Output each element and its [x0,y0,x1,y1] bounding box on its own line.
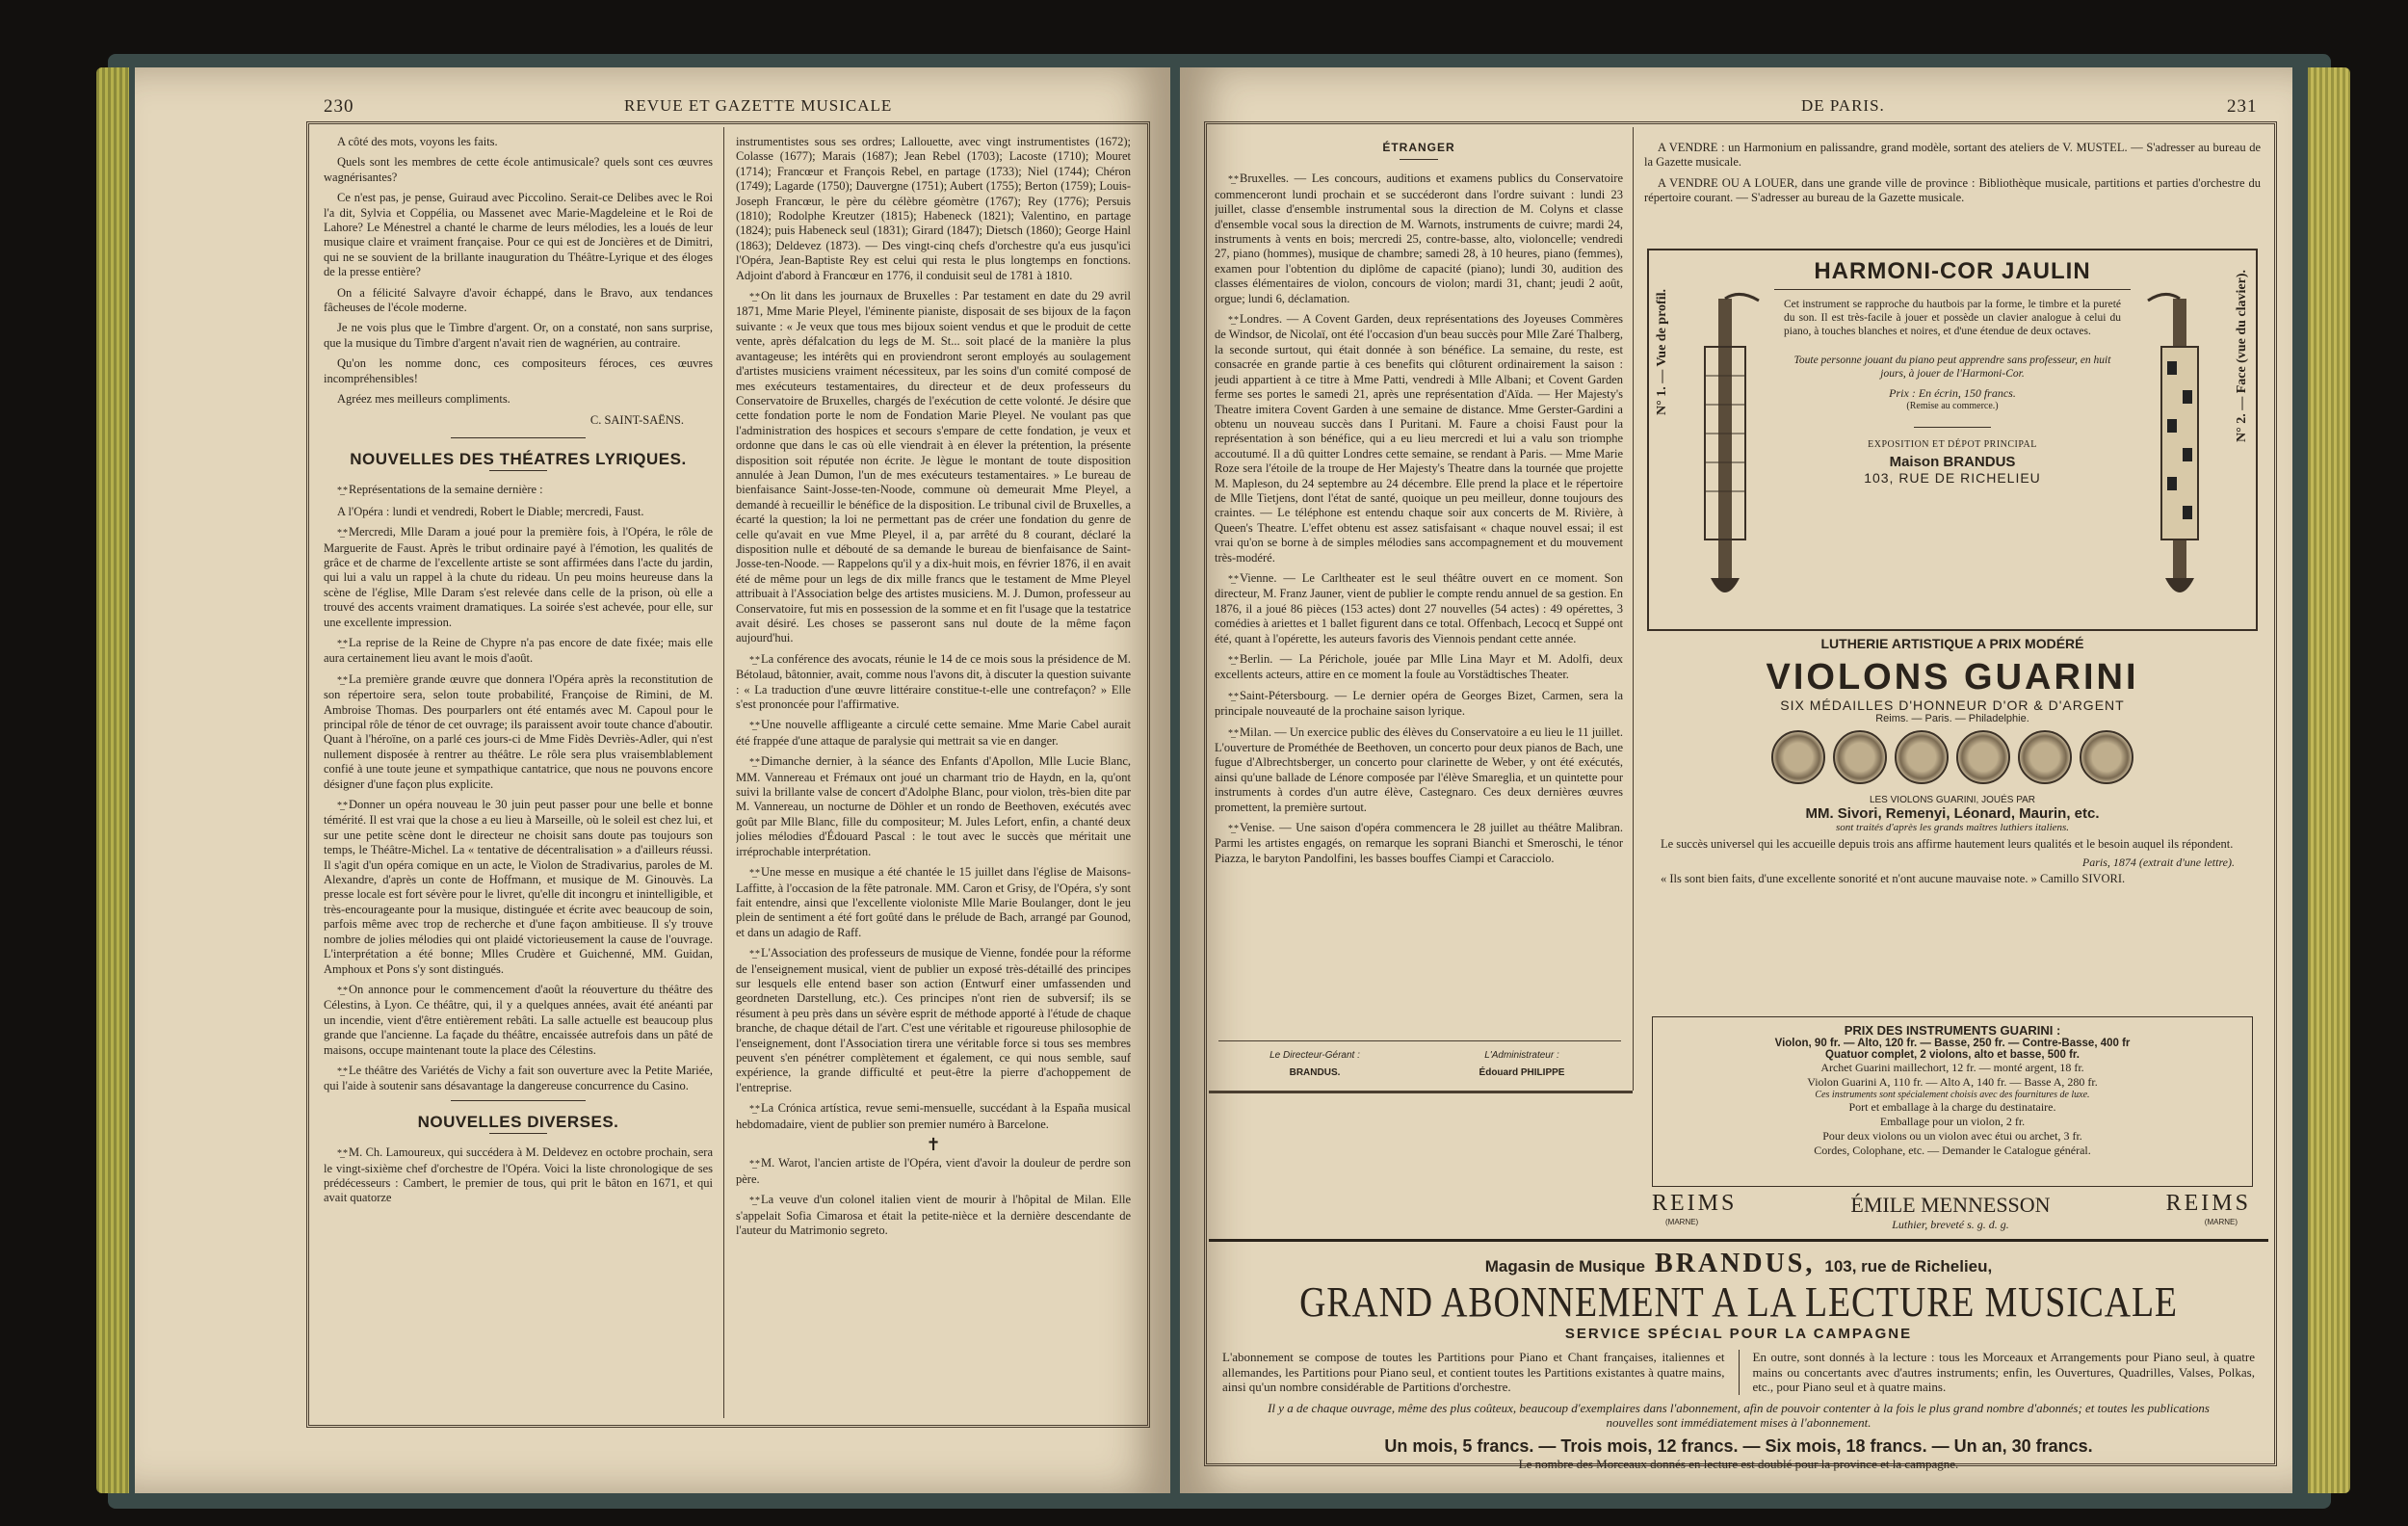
section-heading: ÉTRANGER [1382,141,1455,154]
running-head-right: DE PARIS. [1801,96,1885,115]
news-item: *_* Vienne. — Le Carltheater est le seul théâtre ouvert en ce moment. Son directeur, M. Franz Jauner, vient de publier le compte rendu annuel de sa gestion. En 1876, il a joué 86 pièces (153 actes) dont 27 nouvelles (54 actes) : 49 opérettes, 3 comédies à ariettes et 1 ballet figurent dans ce total. Offenbach, Lecocq et Suppé ont été, quant à l'opérette, les auteurs favoris des Viennois pendant cette année. [1215,570,1623,645]
abonnement-prices: Un mois, 5 francs. — Trois mois, 12 francs. — Six mois, 18 francs. — Un an, 30 francs. [1384,1435,2093,1456]
prix-line: Emballage pour un violon, 2 fr. [1879,1115,2026,1128]
open-book [116,67,2312,1493]
text-paragraph: Quels sont les membres de cette école antimusicale? quels sont ces œuvres wagnérisantes? [324,155,713,184]
harmoni-remise: (Remise au commerce.) [1906,401,1999,411]
medal-icon [1956,730,2010,784]
medal-icon [2080,730,2133,784]
director-label: Le Directeur-Gérant : [1269,1050,1360,1061]
bottom-ad-rule [1209,1091,1633,1093]
news-item: *_* Milan. — Un exercice public des élèves du Conservatoire a eu lieu le 11 juillet. L'ouverture de Prométhée de Beethoven, un concerto pour deux pianos de Bach, une fugue d'Albrechtsberger, un concerto pour clarinette de Weber, y ont été exécutés, ainsi qu'une ballade de Lénore composée par l'élève Smareglia, et un quintette pour instruments à cordes d'un autre élève, Castegnaro. Ces deux dernières œuvres promettent, la première surtout. [1215,724,1623,814]
news-item: *_* Une nouvelle affligeante a circulé cette semaine. Mme Marie Cabel aurait été frappée d'une attaque de paralysie qui mettrait sa vie en danger. [736,718,1131,748]
traites-line: sont traités d'après les grands maîtres luthiers italiens. [1835,822,2070,833]
harmoni-note: Toute personne jouant du piano peut apprendre sans professeur, en huit jours, à jouer de l'Harmoni-Cor. [1793,355,2111,380]
mennesson-ad [1652,1191,2251,1235]
prix-line: Cordes, Colophane, etc. — Demander le Catalogue général. [1814,1144,2091,1157]
text-paragraph: Je ne vois plus que le Timbre d'argent. Or, on a constaté, non sans surprise, que la musique du Timbre d'argent n'avait rien de wagnérien, au contraire. [324,321,713,350]
bottom-ad-top-rule [1209,1239,2268,1242]
news-item: *_* Berlin. — La Périchole, jouée par Mlle Lina Mayr et M. Adolfi, deux excellents acteurs, attire en ce moment la foule au Vorstädtisches Theater. [1215,652,1623,682]
news-item: *_* Londres. — A Covent Garden, deux représentations des Joyeuses Commères de Windsor, de Nicolaï, ont été l'occasion d'un beau succès pour Mlle Zaré Thalberg, la seconde surtout, qui était donnée à son bénéfice. La semaine, du reste, est consacrée en grande partie à ces benefits qui clôturent ordinairement la saison : jeudi appartient à ce titre à Mme Patti, vendredi à Mlle Albani; et Covent Garden ferme ses portes le samedi 21, après une représentation d'Aïda. — Her Majesty's Theatre imitera Covent Garden à une semaine de distance. Mme Gerster-Gardini a obtenu un nouveau succès dans I Puritani. M. Faure a choisi Faust pour la représentation à son bénéfice, qui a eu lieu mercredi et lui a valu son triomphe accoutumé. Il a dû quitter Londres cette semaine, se rendant à Paris. — Mme Marie Roze sera l'étoile de la troupe de Her Majesty's Theatre dans la tournée que projette M. Mapleson, du 24 septembre au 24 décembre. Elle prend la place et le répertoire de Mlle Tietjens, dont l'état de santé, quoique un peu meilleur, donne toujours des craintes. — Le téléphone est entendu chaque soir aux concerts de M. Rivière, à Queen's Theatre. L'effet obtenu est assez satisfaisant « chaque nouvel essai; il est vrai qu'on se borne à de simples mélodies sans accompagnement et du mouvement très-modéré. [1215,312,1623,565]
section-heading: NOUVELLES DIVERSES. [417,1112,619,1131]
news-item: *_* La conférence des avocats, réunie le 14 de ce mois sous la présidence de M. Bétolaud, bâtonnier, avait, comme nous l'avons dit, à discuter la question suivante : « La traduction d'une œuvre littéraire constitue-t-elle une contrefaçon? » Elle s'est prononcée pour l'affirmative. [736,651,1131,712]
news-item: *_* Saint-Pétersbourg. — Le dernier opéra de Georges Bizet, Carmen, sera la principale nouveauté de la prochaine saison lyrique. [1215,688,1623,719]
column-divider [723,127,724,1418]
news-item: *_* On annonce pour le commencement d'août la réouverture du théâtre des Célestins, à Lyon. Ce théâtre, qui, il y a quelques années, avait été anéanti par un incendie, vient d'être entièrement rebâti. La salle actuelle est beaucoup plus grande que l'ancienne. La façade du théâtre, encaissée autrefois dans un pâté de maisons, occupe maintenant toute la place des Célestins. [324,982,713,1057]
vertical-caption-left: N° 1. — Vue de profil. [1655,289,1669,415]
violons-guarini-title: VIOLONS GUARINI [1766,657,2139,697]
prix-line: Violon Guarini A, 110 fr. — Alto A, 140 fr. — Basse A, 280 fr. [1807,1075,2098,1089]
prix-line: Ces instruments sont spécialement choisis avec des fournitures de luxe. [1815,1090,2090,1100]
news-item: *_* Une messe en musique a été chantée le 15 juillet dans l'église de Maisons-Laffitte, à l'occasion de la fête patronale. MM. Caron et Grisy, de l'Opéra, s'y sont fait entendre, ainsi que l'excellente violoniste Mlle Marie Boulanger, dont le jeu plein de sentiment a été fort goûté dans le prélude de Bach, arrangé par Gounod, et dans un adagio de Raff. [736,865,1131,939]
mennesson-name: ÉMILE MENNESSON [1850,1193,2051,1217]
prix-line: Pour deux violons ou un violon avec étui ou archet, 3 fr. [1822,1129,2082,1143]
news-item: *_* Dimanche dernier, à la séance des Enfants d'Apollon, Mlle Lucie Blanc, MM. Vannereau et Frémaux ont joué un charmant trio de Haydn, en la, qu'ont suivi la brillante valse de concert d'Adolphe Blanc, pour violon, très-bien dite par M. Vannereau, un nocturne de Döhler et un rondo de Beethoven, exécutés avec goût par Mlle Blanc, fille du compositeur; M. Jules Lefort, enfin, a chanté deux jolies mélodies d'Édouard Pascal : le tout avec le succès que méritait une irréprochable interprétation. [736,754,1131,858]
news-item: *_* La première grande œuvre que donnera l'Opéra après la reconstitution de son répertoire sera, selon toute probabilité, Françoise de Rimini, de M. Ambroise Thomas. Des pourparlers ont été entamés avec M. Capoul pour le principal rôle de ténor de cet ouvrage; ils paraissent avoir toute chance d'aboutir. Quant à l'héroïne, on a parlé ces jours-ci de Mme Fidès Devriès-Adler, qui n'est nullement disposée à rentrer au théâtre. Le rôle sera plus vraisemblablement confié à une toute jeune et sympathique cantatrice, que nous ne pouvons encore désigner d'une façon plus explicite. [324,671,713,791]
right-page [1180,67,2292,1493]
news-item: *_* Venise. — Une saison d'opéra commencera le 28 juillet au théâtre Malibran. Parmi les artistes engagés, on remarque les soprani Bianchi et Smeroschi, le ténor Piazza, le baryton Pandolfini, les basses bouffes Ciampi et Caracciolo. [1215,821,1623,865]
news-item: instrumentistes sous ses ordres; Lallouette, avec vingt instrumentistes (1672); Colasse (1677); Marais (1687); Jean Rebel (1703); Lacoste (1710); Mouret (1714); Francœur et François Rebel, en partage (1733); Niel (1744); Chéron (1749); Lagarde (1750); Dauvergne (1751); Aubert (1755); Berton (1759); Louis-Joseph Francœur, le père du célèbre géomètre (1767); Rey (1776); Persuis (1810); Rodolphe Kreutzer (1815); Habeneck (1821); Valentino, en partage (1824); puis Habeneck seul (1831); Girard (1847); Dietsch (1860); George Hainl (1863); Deldevez (1873). — Des vingt-cinq chefs d'orchestre qu'a eus jusqu'ici l'Opéra, Jean-Baptiste Rey est celui qui resta le plus longtemps en fonctions. Adjoint d'abord à Francœur en 1776, il conduisit seul de 1781 à 1810. [736,135,1131,282]
prix-box [1652,1016,2253,1187]
footer-rule [1218,1040,1621,1041]
left-page [135,67,1170,1493]
medal-icon [2018,730,2072,784]
text-paragraph: A côté des mots, voyons les faits. [337,135,498,148]
signature: C. SAINT-SAËNS. [589,412,684,427]
medailles-line: SIX MÉDAILLES D'HONNEUR D'OR & D'ARGENT [1780,697,2125,713]
page-number-left: 230 [324,96,354,117]
page-number-right: 231 [2227,96,2258,117]
separator-rule [1400,159,1438,160]
separator-rule [489,1133,547,1134]
administrator-name: Édouard PHILIPPE [1479,1067,1565,1078]
prix-line: Violon, 90 fr. — Alto, 120 fr. — Basse, 250 fr. — Contre-Basse, 400 fr [1774,1038,2131,1049]
medal-icon [1895,730,1949,784]
prix-line: Quatuor complet, 2 violons, alto et basse, 500 fr. [1825,1049,2080,1061]
harmoni-cor-ad [1647,249,2258,631]
separator-rule [1914,427,1991,428]
director-name: BRANDUS. [1289,1067,1341,1078]
news-item: *_* M. Ch. Lamoureux, qui succédera à M. Deldevez en octobre prochain, sera le vingt-sixième chef d'orchestre de l'Opéra. Voici la liste chronologique de ses prédécesseurs : Cambert, le premier de tous, qui prit le bâton en 1671, et qui avait quatorze [324,1145,713,1205]
page-edges-left [96,67,129,1493]
etranger-column [1215,141,1623,1013]
harmoni-maison: Maison BRANDUS [1889,454,2016,470]
separator-rule [451,1100,586,1101]
news-item: *_* Donner un opéra nouveau le 30 juin peut passer pour une belle et bonne témérité. Il est vrai que la chose a eu lieu à Marseille, où le soleil est chez lui, et sur une petite scène dont le directeur ne choisit sans doute pas toujours son temps, le Théâtre-Michel. La « tentative de décentralisation » a d'ailleurs réussi. Il s'agit d'un opéra comique en un acte, le Violon de Stradivarius, paroles de M. Alexandre, d'après un conte de Hoffmann, et musique de M. Ginouvès. La presse locale est fort sévère pour le livret, qu'elle dit incongru et inintelligible, et très-encourageante pour la musique, distinguée et écrite avec beaucoup de soin, parfois même avec trop de recherche et d'une façon ambitieuse. Il s'y trouve nombre de jolies mélodies qui ont plaidé victorieusement la cause de l'ouvrage. L'interprétation a été bonne; Mlles Crudère et Guichenné, MM. Guidan, Amphoux et Pons s'y sont distingués. [324,798,713,976]
magasin-label: Magasin de Musique [1484,1257,1646,1276]
news-item: *_* Mercredi, Mlle Daram a joué pour la première fois, à l'Opéra, le rôle de Marguerite de Faust. Après le tribut ordinaire payé à l'émotion, les qualités de grâce et de charme de l'excellente artiste se sont affirmées dans l'acte du jardin, qui lui a valu un rappel à la chute du rideau. Un peu moins heureuse dans la scène de l'église, Mlle Daram s'est relevée dans celle de la prison, où elle a trouvé des accents vraiment dramatiques. La soirée s'est achevée, pour elle, sur une excellente impression. [324,525,713,629]
news-item: *_* Représentations de la semaine dernière : [337,483,543,497]
guarini-ad [1647,636,2258,1012]
luthier-line: Luthier, breveté s. g. d. g. [1892,1218,2009,1231]
cities-line: Reims. — Paris. — Philadelphie. [1875,713,2029,724]
players-line: MM. Sivori, Remenyi, Léonard, Maurin, etc. [1805,805,2100,822]
brandus-name: BRANDUS, [1655,1249,1816,1278]
section-heading: NOUVELLES DES THÉATRES LYRIQUES. [350,449,687,468]
news-item: *_* La Crónica artística, revue semi-mensuelle, succédant à la España musical hebdomadaire, vient de publier son premier numéro à Barcelone. [736,1101,1131,1131]
joues-par: LES VIOLONS GUARINI, JOUÉS PAR [1869,795,2036,805]
left-column-1 [324,135,713,1407]
sivori-quote: « Ils sont bien faits, d'une excellente sonorité et n'ont aucune mauvaise note. » Camillo SIVORI. [1661,872,2126,885]
abonnement-footer: Le nombre des Morceaux donnés en lecture est doublé pour la province et la campagne. [1518,1456,1959,1471]
news-item: A l'Opéra : lundi et vendredi, Robert le Diable; mercredi, Faust. [337,504,644,518]
grand-abonnement: GRAND ABONNEMENT A LA LECTURE MUSICALE [1299,1278,2178,1326]
news-item: *_* Le théâtre des Variétés de Vichy a fait son ouverture avec la Petite Mariée, qui l'aide à soutenir sans désavantage la dangereuse concurrence du Casino. [324,1063,713,1093]
text-paragraph: Agréez mes meilleurs compliments. [337,392,510,407]
news-item: *_* La reprise de la Reine de Chypre n'a pas encore de date fixée; mais elle aura certainement lieu avant le mois d'août. [324,635,713,666]
administrator-label: L'Administrateur : [1484,1050,1559,1061]
ad-vendre-louer: A VENDRE OU A LOUER, dans une grande ville de province : Bibliothèque musicale, partitions et parties d'orchestre du répertoire courant. — S'adresser au bureau de la Gazette musicale. [1644,175,2261,205]
classified-ads [1644,141,2261,247]
prix-title: PRIX DES INSTRUMENTS GUARINI : [1844,1023,2061,1038]
harmoni-address: 103, RUE DE RICHELIEU [1864,470,2041,486]
marne-left: (MARNE) [1665,1218,1699,1226]
marne-right: (MARNE) [2204,1218,2238,1226]
paris-date: Paris, 1874 (extrait d'une lettre). [2081,855,2235,869]
text-paragraph: Qu'on les nomme donc, ces compositeurs féroces, ces œuvres incompréhensibles! [324,356,713,385]
abonnement-italic-note: Il y a de chaque ouvrage, même des plus coûteux, beaucoup d'exemplaires dans l'abonnement, afin de pouvoir contenter à la fois le plus grand nombre d'abonnés; et toutes les publications nouvelles sont immédiatement mises à l'abonnement. [1268,1400,2210,1430]
ad-vendre: A VENDRE : un Harmonium en palissandre, grand modèle, sortant des ateliers de V. MUSTEL. — S'adresser au bureau de la Gazette musicale. [1644,141,2261,170]
text-paragraph: Ce n'est pas, je pense, Guiraud avec Piccolino. Serait-ce Delibes avec le Roi l'a dit, Sylvia et Coppélia, ou Massenet avec Marie-Magdeleine et le Roi de Lahore? Le Ménestrel a chanté le charme de leurs mélodies, les a loués de leur musique claire et vraiment française. Pour ce qui est de Joncières et de Dimitri, qui ne se souvient de la brillante inauguration du Théâtre-Lyrique et des éloges de la presse entière? [324,191,713,279]
harmoni-price: Prix : En écrin, 150 francs. [1889,386,2016,400]
column-divider [1633,127,1634,1091]
prix-line: Archet Guarini maillechort, 12 fr. — monté argent, 18 fr. [1820,1061,2084,1074]
news-item: *_* Bruxelles. — Les concours, auditions et examens publics du Conservatoire commenceront lundi prochain et se succéderont dans l'ordre suivant : lundi 23 juillet, classe d'ensemble instrumental sous la direction de M. Colyns et classe d'ensemble vocal sous la direction de M. Warnots, instruments de cuivre; mardi 24, instruments à vents en bois; mercredi 25, contre-basse, alto, violoncelle; vendredi 27, piano (hommes), musique de chambre; samedi 28, à 10 heures, piano (femmes), examen pour l'obtention du diplôme de capacité (piano); lundi 30, audition des classes élémentaires de violon, concours de violon; mardi 31, chant; jeudi 2 août, orgue; lundi 6, déclamation. [1215,171,1623,305]
harmoni-cor-front-illustration [2136,289,2223,607]
text-paragraph: On a félicité Salvayre d'avoir échappé, dans le Bravo, aux tendances fâcheuses de l'école moderne. [324,285,713,315]
medal-icon [1833,730,1887,784]
harmoni-description: Cet instrument se rapproche du hautbois par la forme, le timbre et la pureté du son. Il est très-facile à jouer et possède un clavier analogue à celui du piano, à touches blanches et noires, et d'une étendue de deux octaves. [1784,299,2121,337]
separator-rule [489,470,547,471]
reims-left: REIMS [1652,1191,1738,1216]
harmoni-title: HARMONI-COR JAULIN [1774,258,2131,290]
harmoni-expo: EXPOSITION ET DÉPOT PRINCIPAL [1868,439,2037,450]
harmoni-cor-profile-illustration [1682,289,1768,607]
page-edges-right [2308,67,2350,1493]
news-item: *_* L'Association des professeurs de musique de Vienne, fondée pour la réforme de l'enseignement musical, vient de publier un exposé très-détaillé des principes sur lesquels elle entend baser son action (Entwurf einer umfassenden und geordneten Darstellung, etc.). Ces principes n'ont rien de subversif; ils se résument à peu près dans un sévère esprit de méthode apporté à l'étude de chaque branche, de chaque détail de l'art. C'est une véritable et rigoureuse philosophie de l'enseignement, dont l'Association tirera une véritable force si tous ses membres peuvent s'en pénétrer complètement et également, ce qui nous semble, sauf expérience, la grande difficulté et peut-être la pierre d'achoppement de l'entreprise. [736,946,1131,1094]
abonnement-left-text: L'abonnement se compose de toutes les Partitions pour Piano et Chant françaises, italiennes et allemandes, les Partitions pour Piano seul, et contient toutes les Partitions existantes à quatre mains, ainsi qu'un nombre considérable de Partitions d'orchestre. [1209,1350,1740,1395]
running-head-left: REVUE ET GAZETTE MUSICALE [624,96,893,115]
cross-ornament: ✝ [926,1135,941,1154]
brandus-ad [1209,1245,2268,1471]
medals-row [1647,730,2258,789]
prix-line: Port et emballage à la charge du destinataire. [1848,1100,2056,1114]
vertical-caption-right: N° 2. — Face (vue du clavier). [2235,270,2249,443]
news-item: *_* La veuve d'un colonel italien vient de mourir à l'hôpital de Milan. Elle s'appelait Sofia Cimarosa et était la petite-nièce et la dernière descendante de l'auteur du Matrimonio segreto. [736,1193,1131,1238]
reims-right: REIMS [2165,1191,2251,1216]
separator-rule [451,437,586,438]
news-item: *_* On lit dans les journaux de Bruxelles : Par testament en date du 29 avril 1871, Mme Marie Pleyel, l'éminente pianiste, disposait de ses bijoux de la façon suivante : « Je veux que tous mes bijoux soient vendus et que le produit de cette vente, après défalcation du legs de M. St... soit placé de la manière la plus avantageuse; les intérêts qui en proviendront seront employés au soulagement d'artistes musiciens vraiment nécessiteux, par les soins d'un comité composé de mes exécuteurs testamentaires, du directeur et de deux professeurs du Conservatoire de Bruxelles, chargés de l'exécution de cette volonté. Je désire que cette fondation porte le nom de Fondation Marie Pleyel. Ne voulant pas que l'administration des hospices et secours s'empare de cette fondation, je veux et ordonne que dans le cas où elle viendrait à en élever la prétention, la présente disposition soit réputée non écrite. Je lègue le montant de toute disposition annulée à Jean Dumon, l'un de mes exécuteurs testamentaires. » Le bureau de bienfaisance Saint-Josse-ten-Noode, commune où demeurait Mme Pleyel, a demandé à recueillir le bénéfice de la disposition. Le tribunal civil de Bruxelles, a écarté la question; la loi ne permettant pas de créer une fondation du genre de celle qu'avait en vue Mme Pleyel, il a, par arrêté du 8 courant, déclaré la disposition nulle et débouté de sa demande le bureau de bienfaisance de Saint-Josse-ten-Noode. — Rappelons qu'il y a dix-huit mois, en février 1876, il en avait été de même pour un legs de dix mille francs que le testament de Mme Pleyel attribuait à l'Association belge des artistes musiciens. M. J. Dumon, professeur au Conservatoire, fut mis en possession de la somme et en fit l'usage que la testatrice avait désiré. Les choses se passeront sans nul doute de la même façon aujourd'hui. [736,289,1131,645]
abonnement-right-text: En outre, sont donnés à la lecture : tous les Morceaux et Arrangements pour Piano seul, à quatre mains ou concertants avec d'autres instruments; enfin, les Ouvertures, Quadrilles, Valses, Polkas, etc., pour Piano seul et à quatre mains. [1752,1350,2255,1394]
medal-icon [1771,730,1825,784]
news-item: *_* M. Warot, l'ancien artiste de l'Opéra, vient d'avoir la douleur de perdre son père. [736,1156,1131,1186]
brandus-address: 103, rue de Richelieu, [1824,1257,1993,1276]
left-column-2 [736,135,1131,1407]
succes-text: Le succès universel qui les accueille depuis trois ans affirme hautement leurs qualités et le besoin auquel ils répondent. [1661,837,2234,851]
service-special: SERVICE SPÉCIAL POUR LA CAMPAGNE [1564,1326,1913,1342]
lutherie-heading: LUTHERIE ARTISTIQUE A PRIX MODÉRÉ [1820,636,2084,651]
